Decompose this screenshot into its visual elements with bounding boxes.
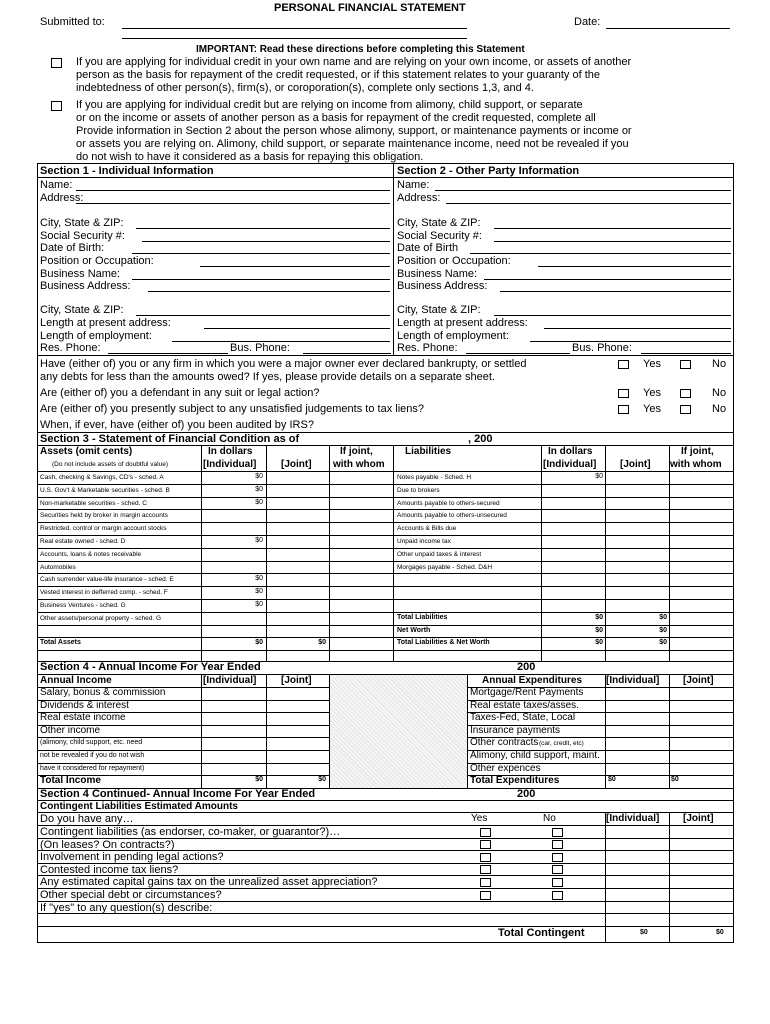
lawsuit-no-checkbox[interactable]: [680, 389, 691, 398]
section3-year: , 200: [468, 433, 493, 445]
exp-joint-header: [Joint]: [683, 675, 714, 686]
expenditure-row-label: Real estate taxes/asses.: [470, 699, 579, 711]
total-contingent-label: Total Contingent: [498, 927, 585, 939]
contingent-joint-header: [Joint]: [683, 813, 714, 824]
s1-field-5[interactable]: [200, 266, 390, 267]
income-row-label: Dividends & interest: [40, 699, 129, 711]
row-divider: [37, 625, 733, 626]
col-divider: [467, 674, 468, 788]
assets-note: (Do not include assets of doubtful value): [52, 461, 168, 468]
row-divider: [37, 497, 733, 498]
contingent-item-label: Contested income tax liens?: [40, 863, 179, 876]
row-divider: [37, 522, 733, 523]
s2-length_address-label: Length at present address:: [397, 317, 528, 329]
yes-label: Yes: [643, 387, 661, 399]
s1-bus-phone-field[interactable]: [303, 353, 391, 354]
s2-field-8[interactable]: [494, 315, 731, 316]
s2-ssn-label: Social Security #:: [397, 230, 482, 242]
s1-city2-label: City, State & ZIP:: [40, 304, 124, 316]
no-label: No: [543, 813, 556, 824]
contingent-no-checkbox[interactable]: [552, 828, 563, 837]
bottom-border: [37, 942, 734, 943]
s2-bus-phone-label: Bus. Phone:: [572, 342, 632, 354]
total-exp-individual: $0: [608, 776, 616, 784]
total-assets-joint: $0: [318, 639, 326, 647]
s2-name-label: Name:: [397, 179, 430, 191]
total_liabilities-joint: $0: [659, 613, 667, 621]
income-row-label: not be revealed if you do not wish: [40, 752, 145, 759]
option1-checkbox[interactable]: [51, 58, 62, 68]
s1-ssn-label: Social Security #:: [40, 230, 125, 242]
liability-label: Notes payable - Sched. H: [397, 474, 472, 481]
contingent-subtitle: Contingent Liabilities Estimated Amounts: [40, 801, 238, 812]
expenditure-row-label: Mortgage/Rent Payments: [470, 687, 584, 698]
total-income-joint: $0: [318, 776, 326, 784]
if-yes-describe-label: If "yes" to any question(s) describe:: [40, 901, 213, 914]
do-you-have-label: Do you have any…: [40, 813, 134, 825]
no-label: No: [712, 403, 727, 415]
asset-label: U.S. Gov't & Marketable securities - sched. B: [40, 486, 170, 494]
section4c-title: Section 4 Continued- Annual Income For Year Ended: [40, 788, 316, 800]
in-dollars-header: In dollars: [208, 446, 253, 457]
s1-field-2[interactable]: [136, 228, 390, 229]
section4c-year: 200: [517, 788, 536, 800]
question-bankruptcy: Have (either of) you or any firm in which you were a major owner ever declared bankrupty, or settled: [40, 358, 527, 370]
asset-value: $0: [255, 473, 263, 480]
s2-field-4[interactable]: [470, 253, 731, 254]
row-divider: [37, 484, 733, 485]
s1-field-8[interactable]: [136, 315, 390, 316]
with-whom-header: with whom: [333, 459, 385, 470]
row-divider: [37, 471, 733, 472]
asset-label: Non-marketable securities - sched. C: [40, 499, 147, 507]
liability-label: Due to brokers: [397, 486, 440, 494]
option1-text: If you are applying for individual credit in your own name and are relying on your own income, or assets of another person as the basis for repayment of the credit requested, or if this statement relates to your guaranty of the indebtedness of other person(s), firm(s), or coroporation(s), complete only sections 1,3, and 4.: [76, 56, 632, 94]
if-joint-header: If joint,: [340, 446, 373, 457]
question-lawsuit: Are (either of) you a defendant in any suit or legal action?: [40, 387, 320, 399]
judgements-yes-checkbox[interactable]: [618, 405, 629, 414]
income-row-label: have it considered for repayment): [40, 764, 145, 772]
individual-l-header: [Individual]: [543, 459, 597, 470]
liability-label: Other unpaid taxes & interest: [397, 550, 482, 558]
total_ln-individual: $0: [595, 639, 603, 647]
col-divider: [266, 445, 267, 661]
judgements-no-checkbox[interactable]: [680, 405, 691, 414]
s2-field-6[interactable]: [484, 279, 731, 280]
contingent-yes-checkbox[interactable]: [480, 853, 491, 862]
s1-business_address-label: Business Address:: [40, 280, 131, 292]
no-label: No: [712, 387, 727, 399]
contingent-no-checkbox[interactable]: [552, 840, 563, 849]
s2-length_employment-label: Length of employment:: [397, 330, 509, 342]
row-divider: [37, 548, 733, 549]
exp-individual-header: [Individual]: [606, 675, 660, 686]
col-divider: [201, 674, 202, 788]
asset-label: Cash surrender value-life insurance - sched. E: [40, 576, 174, 584]
s2-city-label: City, State & ZIP:: [397, 217, 481, 229]
with-whom-l-header: with whom: [670, 459, 722, 470]
total-exp-joint: $0: [671, 776, 679, 784]
s1-field-0[interactable]: [76, 190, 390, 191]
option2-checkbox[interactable]: [51, 101, 62, 111]
section3-title: Section 3 - Statement of Financial Condition as of: [40, 433, 300, 445]
contingent-yes-checkbox[interactable]: [480, 878, 491, 887]
yes-label: Yes: [471, 813, 488, 824]
income-individual-header: [Individual]: [203, 675, 257, 686]
expenditure-row-label: Alimony, child support, maint.: [470, 750, 600, 761]
s2-city2-label: City, State & ZIP:: [397, 304, 481, 316]
income-header: Annual Income: [40, 675, 112, 686]
s1-length_address-label: Length at present address:: [40, 317, 171, 329]
contingent-no-checkbox[interactable]: [552, 865, 563, 874]
total_liabilities-individual: $0: [595, 613, 603, 621]
s1-field-7[interactable]: [148, 291, 390, 292]
asset-label: Accounts, loans & notes receivable: [40, 550, 142, 558]
s1-field-6[interactable]: [132, 279, 390, 280]
liability-label: Unpaid income tax: [397, 538, 451, 545]
yes-label: Yes: [643, 358, 661, 370]
s1-name-label: Name:: [40, 179, 73, 191]
s2-business_name-label: Business Name:: [397, 268, 478, 280]
contingent-yes-checkbox[interactable]: [480, 891, 491, 900]
row-divider: [37, 535, 733, 536]
s2-field-0[interactable]: [435, 190, 731, 191]
col-divider: [669, 674, 670, 788]
total-contingent-individual: $0: [640, 929, 648, 936]
expenditure-row-label: Taxes-Fed, State, Local: [470, 712, 576, 724]
s1-address-label: Address:: [40, 192, 84, 204]
section1-title: Section 1 - Individual Information: [40, 165, 214, 177]
shaded-area: [329, 675, 467, 788]
row-divider: [37, 750, 329, 751]
asset-label: Vested interest in defferred comp. - sched. F: [40, 589, 168, 597]
s2-field-9[interactable]: [544, 328, 731, 329]
contingent-item-label: Other special debt or circumstances?: [40, 889, 222, 901]
bankruptcy-yes-checkbox[interactable]: [618, 360, 629, 369]
total_ln-joint: $0: [659, 639, 667, 647]
question-judgements: Are (either of) you presently subject to any unsatisfied judgements to tax liens?: [40, 403, 424, 415]
joint-l-header: [Joint]: [620, 459, 651, 470]
contingent-item-label: Involvement in pending legal actions?: [40, 851, 224, 864]
submitted-to-label: Submitted to:: [40, 16, 105, 28]
row-divider: [37, 650, 733, 651]
row-divider: [37, 737, 329, 738]
income-joint-header: [Joint]: [281, 675, 312, 686]
row-divider: [37, 926, 733, 927]
income-row-label: (alimony, child support, etc. need: [40, 739, 143, 747]
date-field[interactable]: [606, 28, 730, 29]
contingent-item-label: Any estimated capital gains tax on the unrealized asset appreciation?: [40, 876, 378, 889]
asset-value: $0: [255, 575, 263, 583]
in-dollars-l-header: In dollars: [548, 446, 593, 457]
row-divider: [37, 637, 733, 638]
section4-year: 200: [517, 661, 536, 673]
row-divider: [37, 573, 733, 574]
col-divider: [669, 445, 670, 661]
contingent-item-label: (On leases? On contracts?): [40, 838, 175, 851]
s1-position-label: Position or Occupation:: [40, 255, 154, 267]
asset-label: Business Ventures - sched. G: [40, 602, 126, 609]
net_worth-label: Net Worth: [397, 626, 431, 634]
col-divider: [329, 674, 330, 788]
row-divider: [37, 561, 733, 562]
row-divider: [37, 612, 733, 613]
lawsuit-yes-checkbox[interactable]: [618, 389, 629, 398]
asset-label: Automobiles: [40, 563, 76, 571]
col-divider: [393, 445, 394, 661]
net_worth-individual: $0: [595, 626, 603, 634]
s2-res-phone-label: Res. Phone:: [397, 342, 458, 354]
asset-value: $0: [255, 485, 263, 493]
row-divider: [37, 509, 733, 510]
total-assets-label: Total Assets: [40, 639, 81, 647]
contingent-yes-checkbox[interactable]: [480, 865, 491, 874]
expenditure-row-label: Other contracts: [470, 737, 539, 749]
if-joint-l-header: If joint,: [681, 446, 714, 457]
col-divider: [266, 674, 267, 788]
asset-value: $0: [255, 537, 263, 544]
s1-dob-label: Date of Birth:: [40, 242, 105, 254]
page-title: PERSONAL FINANCIAL STATEMENT: [274, 2, 466, 14]
contingent-no-checkbox[interactable]: [552, 878, 563, 887]
expenditure-row-label: Other expences: [470, 762, 541, 774]
income-row-label: Real estate income: [40, 712, 126, 724]
net_worth-joint: $0: [659, 626, 667, 634]
yes-label: Yes: [643, 403, 661, 415]
contingent-no-checkbox[interactable]: [552, 853, 563, 862]
s1-field-1[interactable]: [76, 203, 390, 204]
total-income-label: Total Income: [40, 775, 101, 787]
s1-length_employment-label: Length of employment:: [40, 330, 152, 342]
individual-header: [Individual]: [203, 459, 257, 470]
important-note: IMPORTANT: Read these directions before completing this Statement: [196, 44, 525, 55]
s2-bus-phone-field[interactable]: [641, 353, 731, 354]
asset-label: Restricted, control or margin account stocks: [40, 525, 167, 533]
contingent-item-label: Contingent liabilities (as endorser, co-maker, or guarantor?)…: [40, 826, 341, 838]
asset-label: Securities held by broker in margin accounts: [40, 512, 168, 520]
s1-field-9[interactable]: [204, 328, 390, 329]
asset-value: $0: [255, 498, 263, 506]
s2-address-label: Address:: [397, 192, 441, 204]
joint-header: [Joint]: [281, 459, 312, 470]
liability-label: Morgages payable - Sched. D&H: [397, 563, 493, 571]
row-divider: [37, 763, 329, 764]
option2-text: If you are applying for individual credit but are relying on income from alimony, child support, or separate or on the income or assets of another person as a basis for repayment of the credit requested, complete all Provide information in Section 2 about the person whose alimony, support, or maintenance payments or income or or assets you are relying on. Alimony, child support, or separate maintenance income, need not be revealed if you do not wish to have it considered as a basis for repaying this obligation.: [76, 99, 632, 163]
s2-field-2[interactable]: [494, 228, 731, 229]
asset-value: $0: [255, 601, 263, 608]
s2-dob-label: Date of Birth: [397, 242, 459, 254]
assets-header: Assets (omit cents): [40, 446, 133, 457]
total-exp-label: Total Expenditures: [470, 775, 560, 787]
s2-business_address-label: Business Address:: [397, 280, 488, 292]
section4-title: Section 4 - Annual Income For Year Ended: [40, 661, 261, 673]
total-income-individual: $0: [255, 776, 263, 784]
contingent-individual-header: [Individual]: [606, 813, 660, 824]
asset-label: Real estate owned - sched. D: [40, 538, 126, 545]
s2-field-3[interactable]: [494, 241, 731, 242]
expenditures-header: Annual Expenditures: [482, 675, 583, 686]
s1-bus-phone-label: Bus. Phone:: [230, 342, 290, 354]
s2-field-1[interactable]: [446, 203, 731, 204]
no-label: No: [712, 358, 727, 370]
expenditure-row-label: Insurance payments: [470, 724, 561, 736]
s1-business_name-label: Business Name:: [40, 268, 121, 280]
liability-label: Amounts payable to others-unsecured: [397, 512, 507, 520]
question-irs-audit: When, if ever, have (either of) you been audited by IRS?: [40, 419, 314, 431]
s1-city-label: City, State & ZIP:: [40, 217, 124, 229]
col-divider: [605, 812, 606, 943]
s2-position-label: Position or Occupation:: [397, 255, 511, 267]
s1-field-3[interactable]: [142, 241, 390, 242]
s1-res-phone-label: Res. Phone:: [40, 342, 101, 354]
s2-field-5[interactable]: [538, 266, 731, 267]
income-row-label: Salary, bonus & commission: [40, 687, 166, 698]
contingent-yes-checkbox[interactable]: [480, 828, 491, 837]
submitted-to-field-2[interactable]: [122, 38, 467, 39]
liability-label: Amounts payable to others-secured: [397, 499, 500, 507]
row-divider: [37, 599, 733, 600]
liabilities-header: Liabilities: [405, 446, 452, 457]
contingent-no-checkbox[interactable]: [552, 891, 563, 900]
asset-value: $0: [255, 588, 263, 596]
row-divider: [37, 586, 733, 587]
liability-label: Accounts & Bills due: [397, 525, 457, 533]
section2-title: Section 2 - Other Party Information: [397, 165, 580, 177]
contingent-yes-checkbox[interactable]: [480, 840, 491, 849]
s1-field-4[interactable]: [132, 253, 390, 254]
total-contingent-joint: $0: [716, 929, 724, 936]
submitted-to-field[interactable]: [122, 28, 467, 29]
asset-label: Other assets/personal property - sched. G: [40, 614, 162, 622]
col-divider: [329, 445, 330, 661]
other-contracts-note: (car, credit, etc): [539, 740, 584, 748]
s2-res-phone-field[interactable]: [466, 353, 570, 354]
total_liabilities-label: Total Liabilities: [397, 613, 448, 621]
bankruptcy-no-checkbox[interactable]: [680, 360, 691, 369]
col-divider: [605, 674, 606, 788]
income-row-label: Other income: [40, 724, 101, 736]
col-divider: [669, 812, 670, 943]
question-bankruptcy-2: any debts for less than the amounts owed? If yes, please provide details on a separate sheet.: [40, 371, 495, 383]
date-label: Date:: [574, 16, 601, 28]
s2-field-7[interactable]: [500, 291, 731, 292]
total-assets-individual: $0: [255, 639, 263, 647]
liability-value: $0: [595, 473, 603, 480]
total_ln-label: Total Liabilities & Net Worth: [397, 639, 490, 647]
asset-label: Cash, checking & Savings, CD's - sched. A: [40, 474, 164, 481]
s1-res-phone-field[interactable]: [108, 353, 228, 354]
